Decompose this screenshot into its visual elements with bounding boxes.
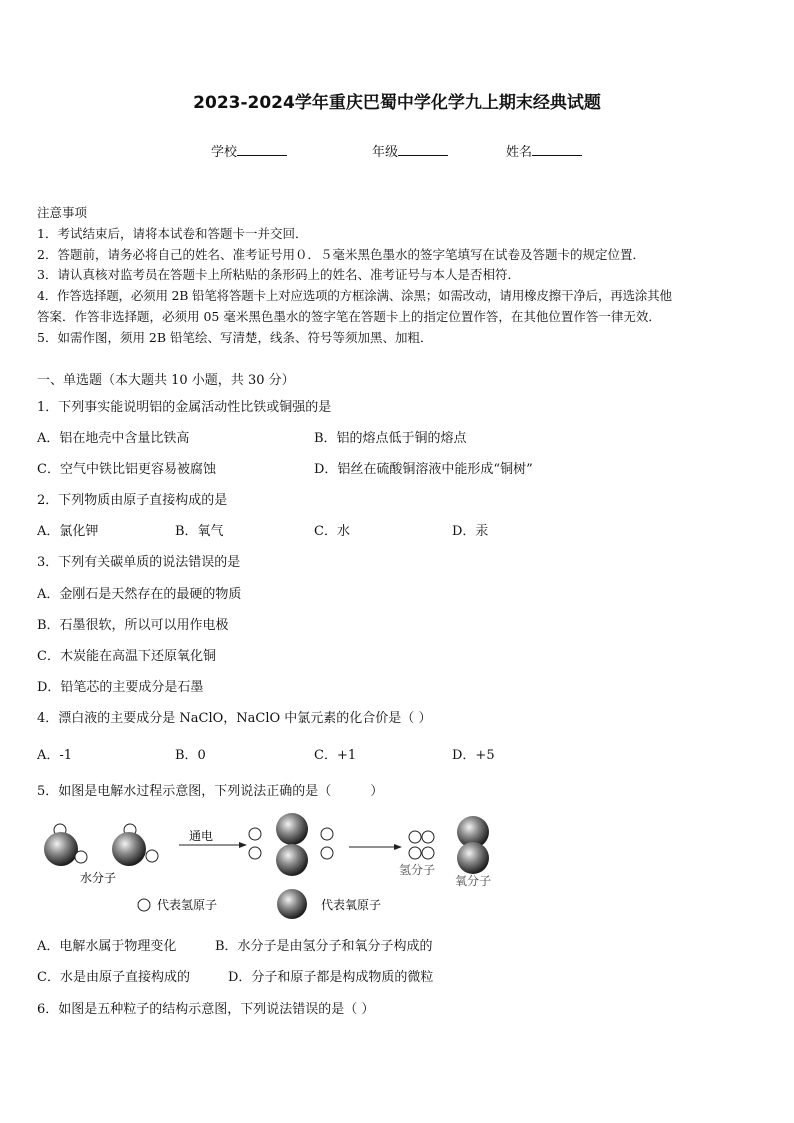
water-molecule — [44, 824, 87, 866]
option: C．木炭能在高温下还原氧化铜 — [37, 649, 216, 664]
grade-blank — [398, 143, 448, 156]
question-stem: 1．下列事实能说明铝的金属活动性比铁或铜强的是 — [37, 400, 332, 415]
notice-item: 5．如需作图，须用 2B 铅笔绘、写清楚，线条、符号等须加黑、加粗． — [37, 330, 433, 345]
name-blank — [532, 143, 582, 156]
option: A．-1 — [37, 748, 73, 763]
notice-item: 答案．作答非选择题，必须用 05 毫米黑色墨水的签字笔在答题卡上的指定位置作答，在其他位置作答一律无效． — [37, 309, 661, 324]
grade-field — [372, 141, 448, 160]
arrow-head-icon — [394, 844, 402, 850]
option: A．氯化钾 — [37, 524, 99, 539]
hydrogen-molecule-label: 氢分子 — [399, 863, 436, 877]
option: B．水分子是由氢分子和氧分子构成的 — [215, 939, 433, 954]
option: A．铝在地壳中含量比铁高 — [37, 431, 190, 446]
notice-heading: 注意事项 — [37, 205, 88, 220]
electrolysis-diagram — [37, 810, 517, 925]
question-stem: 4．漂白液的主要成分是 NaClO，NaClO 中氯元素的化合价是（ ） — [37, 711, 432, 726]
question-stem: 3．下列有关碳单质的说法错误的是 — [37, 555, 241, 570]
notice-item: 4．作答选择题，必须用 2B 铅笔将答题卡上对应选项的方框涂满、涂黑；如需改动，请用橡皮擦干净后，再选涂其他 — [37, 288, 672, 303]
option: C．水是由原子直接构成的 — [37, 970, 190, 985]
option: B．铝的熔点低于铜的熔点 — [314, 431, 467, 446]
hydrogen-legend-label: 代表氢原子 — [157, 898, 218, 912]
arrow-head-icon — [239, 842, 247, 848]
page-title: 2023-2024学年重庆巴蜀中学化学九上期末经典试题 — [193, 93, 601, 113]
oxygen-molecule-label: 氧分子 — [455, 874, 492, 888]
grade-label: 年级 — [372, 145, 399, 160]
option: A．金刚石是天然存在的最硬的物质 — [37, 587, 242, 602]
notice-item: 2．答题前，请务必将自己的姓名、准考证号用０．５毫米黑色墨水的签字笔填写在试卷及答题卡的规定位置． — [37, 247, 645, 262]
oxygen-molecule — [457, 816, 489, 874]
name-label: 姓名 — [506, 145, 533, 160]
option: B．0 — [175, 748, 206, 763]
oxygen-legend-icon — [277, 889, 307, 919]
option: D．分子和原子都是构成物质的微粒 — [228, 970, 434, 985]
question-stem: 2．下列物质由原子直接构成的是 — [37, 493, 228, 508]
arrow-label: 通电 — [189, 829, 214, 843]
option: D．+5 — [452, 748, 495, 763]
option: B．石墨很软，所以可以用作电极 — [37, 618, 229, 633]
option: A．电解水属于物理变化 — [37, 939, 177, 954]
oxygen-legend-label: 代表氧原子 — [321, 898, 382, 912]
option: C．+1 — [314, 748, 357, 763]
separated-atoms — [249, 813, 333, 876]
question-stem: 6．如图是五种粒子的结构示意图，下列说法错误的是（ ） — [37, 1002, 375, 1017]
hydrogen-molecules — [409, 831, 434, 859]
school-label: 学校 — [211, 145, 238, 160]
water-molecule — [112, 824, 158, 866]
section-heading: 一、单选题（本大题共 10 小题，共 30 分） — [37, 373, 295, 388]
hydrogen-legend-icon — [138, 899, 150, 911]
option: D．铅笔芯的主要成分是石墨 — [37, 680, 204, 695]
option: C．水 — [314, 524, 350, 539]
water-molecule-label: 水分子 — [80, 871, 117, 885]
notice-item: 1．考试结束后，请将本试卷和答题卡一并交回． — [37, 226, 308, 241]
notice-item: 3．请认真核对监考员在答题卡上所粘贴的条形码上的姓名、准考证号与本人是否相符． — [37, 267, 520, 282]
option: D．铝丝在硫酸铜溶液中能形成“铜树” — [314, 462, 533, 477]
option: C．空气中铁比铝更容易被腐蚀 — [37, 462, 216, 477]
option: D．汞 — [452, 524, 489, 539]
school-blank — [237, 143, 287, 156]
option: B．氧气 — [175, 524, 224, 539]
question-stem: 5．如图是电解水过程示意图，下列说法正确的是（ ） — [37, 784, 384, 799]
school-field — [211, 141, 287, 160]
name-field — [506, 141, 582, 160]
